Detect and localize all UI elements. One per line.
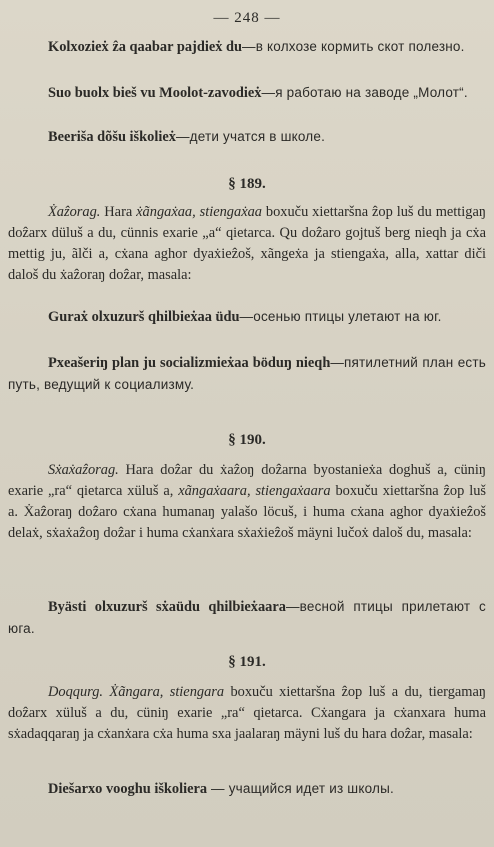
section-189-text <box>8 202 486 286</box>
section-190-forms: xãngaẋaara, stiengaẋaara <box>178 483 331 499</box>
example-2-source: Suo buolx bieš vu Moolot-zavodieẋ <box>48 85 262 101</box>
example-7 <box>8 778 486 800</box>
section-191-term: Doqqurg. <box>48 684 104 700</box>
example-5 <box>8 352 486 396</box>
example-2-translation: —я работаю на заводе „Молот“. <box>261 85 468 100</box>
example-6-source: Byästi olxuzurš sẋaüdu qhilbieẋaara <box>48 599 286 615</box>
page-number: — 248 — <box>213 10 281 26</box>
example-5-translation: —пятилетний план есть путь, ведущий к социализму. <box>8 355 486 392</box>
example-3-translation: —дети учатся в школе. <box>175 129 326 144</box>
example-1-translation: —в колхозе кормить скот полезно. <box>242 39 465 54</box>
example-6 <box>8 596 486 640</box>
section-190-term: Sẋaẋaẑorag. <box>48 462 119 478</box>
example-1-source: Kolxozieẋ ẑa qaabar pajdieẋ du <box>48 39 243 55</box>
section-189-term: Ẋaẑorag. <box>48 204 101 220</box>
example-4-source: Guraẋ olxuzurš qhilbieẋaa üdu <box>48 309 240 325</box>
section-190-heading: § 190. <box>228 432 266 448</box>
section-190-text-b: boxuču xiettaršna ẑop luš a. Ẋaẑoraŋ doẑaro cẋana humanaŋ yalašo löcuš, i huma cẋana aghor dyaẋieẑoš delaẋ, sẋaẋaẑoŋ doẑar i huma cẋanẋara sẋaẋieẑoš mäyni lučoẋ daloš du, masala: <box>8 483 486 541</box>
section-191-heading: § 191. <box>228 654 266 670</box>
example-7-source: Diešarxo vooghu iškoliera <box>48 781 208 797</box>
section-190-text-a: Hara doẑar du ẋaẑoŋ doẑarna byostanieẋa doghuš a, cüniŋ exarie „ra“ qietarca xüluš a, <box>8 462 486 499</box>
section-190-text <box>8 460 486 544</box>
section-189-text-b: boxuču xiettaršna ẑop luš du mettigaŋ doẑarx düluš a du, cünnis exarie „a“ qietarca. Qu doẑaro gojtuš berg nieqh ja cẋa mettig ju, ãlči a, cẋana aghor dyaẋieẑoš, xãngeẋa ja stiengaẋa, alla, xattar diči daloš du ẋaẑoraŋ doẑar, masala: <box>8 204 486 283</box>
example-1 <box>8 36 486 58</box>
example-4-translation: —осенью птицы улетают на юг. <box>239 309 442 324</box>
example-5-source: Pxeašeriŋ plan ju socializmieẋaa böduŋ nieqh <box>48 355 331 371</box>
example-6-translation: —весной птицы прилетают с юга. <box>8 599 486 636</box>
example-3-source: Beeriša dõšu iškolieẋ <box>48 129 176 145</box>
example-2 <box>8 82 486 104</box>
section-191-text-b: boxuču xiettaršna ẑop luš a du, tiergamaŋ doẑarx xüluš a du, cüniŋ exarie „ra“ qietarca. Cẋangara ja cẋanxara huma sẋadaqqaraŋ ja cẋanẋara cẋa huma sxa jaalaraŋ mäyni luš du hara doẑar, masala: <box>8 684 486 742</box>
section-189-forms: ẋãngaẋaa, stiengaẋaa <box>136 204 262 220</box>
example-4 <box>8 306 486 328</box>
section-189-text-a: Hara <box>100 204 137 220</box>
example-7-translation: — учащийся идет из школы. <box>207 781 394 796</box>
section-191-text <box>8 682 486 745</box>
section-189-heading: § 189. <box>228 176 266 192</box>
example-3 <box>8 126 486 148</box>
section-191-forms: Ẋãngara, stiengara <box>103 684 225 700</box>
